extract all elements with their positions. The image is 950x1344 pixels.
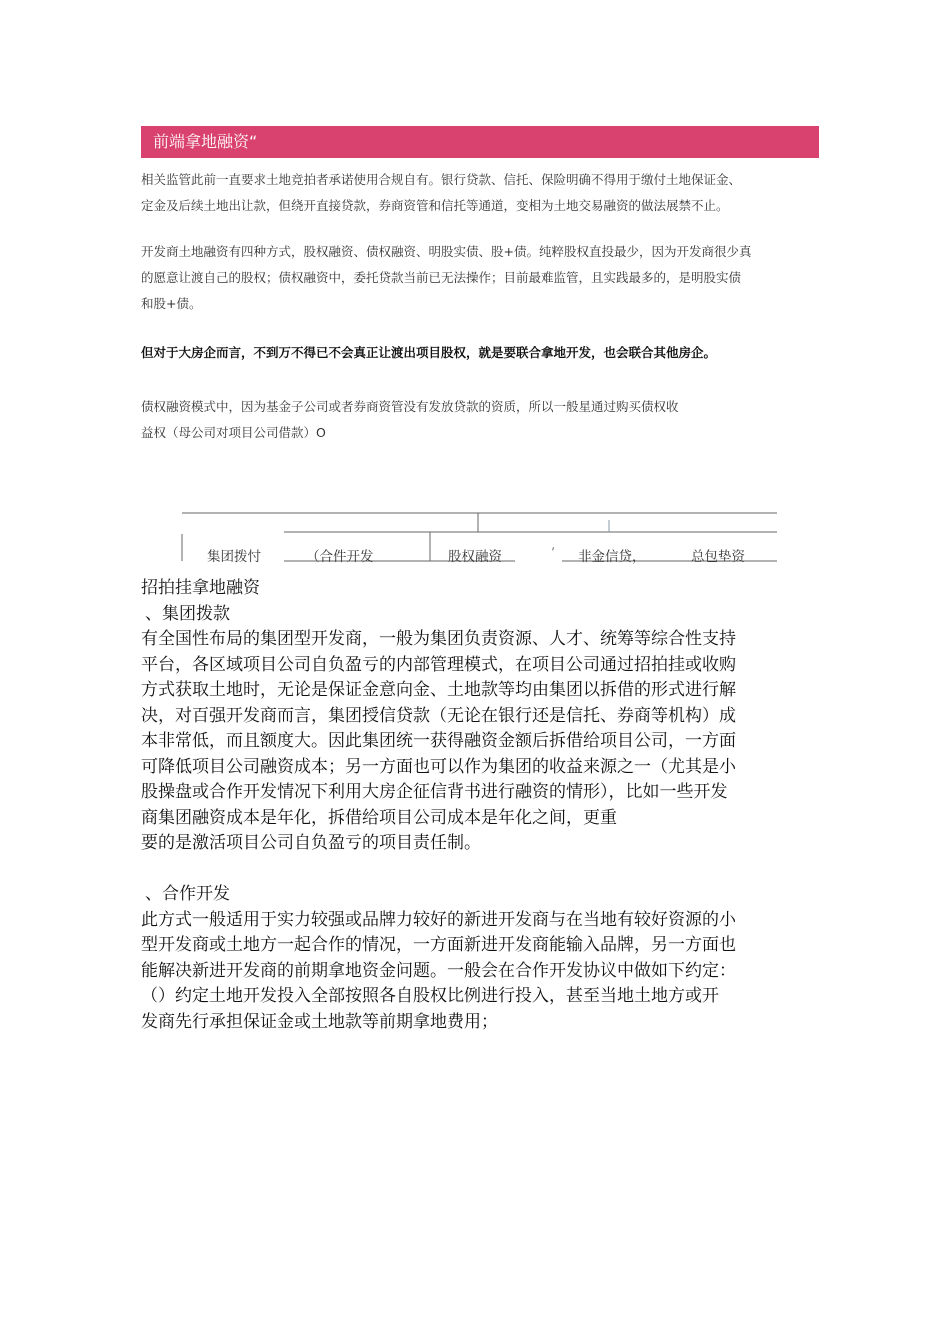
text-line: 发商先行承担保证金或土地款等前期拿地费用； xyxy=(141,1011,498,1032)
diagram-label-equity-financing: 股权融资 xyxy=(448,549,502,565)
section-2-title: 、合作开发 xyxy=(145,884,230,904)
diagram-label-nonfinancial-credit: 非金信贷， xyxy=(578,549,646,565)
text-line: 可降低项目公司融资成本；另一方面也可以作为集团的收益来源之一（尤其是小 xyxy=(141,756,736,777)
text-line: 商集团融资成本是年化，拆借给项目公司成本是年化之间，更重 xyxy=(141,807,617,828)
text-line: 此方式一般适用于实力较强或品牌力较好的新进开发商与在当地有较好资源的小 xyxy=(141,909,736,930)
diagram-label-mark: ‘ xyxy=(551,545,556,561)
text-line: 和股+债。 xyxy=(141,296,202,311)
text-line: 股操盘或合作开发情况下利用大房企征信背书进行融资的情形），比如一些开发 xyxy=(141,782,728,802)
diagram-label-group-funding: 集团拨忖 xyxy=(207,549,261,565)
text-line: 决，对百强开发商而言，集团授信贷款（无论在银行还是信托、券商等机构）成 xyxy=(141,705,736,726)
text-line: 定金及后续土地出让款，但绕开直接贷款，券商资管和信托等通道，变相为土地交易融资的做法展禁不止。 xyxy=(141,198,729,213)
text-line: 开发商土地融资有四种方式，股权融资、债权融资、明股实债、股+债。纯粹股权直投最少，因为开发商很少真 xyxy=(141,244,752,259)
intro-paragraph-1 xyxy=(141,167,819,219)
text-line: 的愿意让渡自己的股权；债权融资中，委托贷款当前已无法操作；目前最难监管，且实践最多的，是明股实债 xyxy=(141,270,742,285)
text-line: 方式获取土地时，无论是保证金意向金、土地款等均由集团以拆借的形式进行解 xyxy=(141,680,736,700)
intro-paragraph-2 xyxy=(141,239,819,317)
text-line: 益权（母公司对项目公司借款）O xyxy=(141,425,326,440)
text-line: （）约定土地开发投入全部按照各自股权比例进行投入，甚至当地土地方或开 xyxy=(141,986,719,1006)
section-heading: 招拍挂拿地融资 xyxy=(141,578,260,598)
text-line: 但对于大房企而言，不到万不得已不会真正让渡出项目股权，就是要联合拿地开发，也会联合其他房企。 xyxy=(141,345,717,360)
intro-paragraph-3 xyxy=(141,340,819,366)
text-line: 本非常低，而且额度大。因此集团统一获得融资金额后拆借给项目公司，一方面 xyxy=(141,731,736,751)
text-line: 型开发商或土地方一起合作的情况，一方面新进开发商能输入品牌，另一方面也 xyxy=(141,935,736,955)
banner-title: 前端拿地融资“ xyxy=(153,132,258,151)
intro-paragraph-4 xyxy=(141,394,819,446)
section-1-title: 、集团拨款 xyxy=(145,603,230,624)
text-line: 债权融资模式中，因为基金子公司或者券商资管没有发放贷款的资质，所以一般星通过购买债权收 xyxy=(141,399,679,414)
text-line: 有全国性布局的集团型开发商，一般为集团负责资源、人才、统筹等综合性支持 xyxy=(141,629,736,649)
main-body xyxy=(141,576,821,1035)
diagram-label-contractor-advance: 总包垫资 xyxy=(691,549,745,565)
text-line: 相关监管此前一直要求土地竞拍者承诺使用合规自有。银行贷款、信托、保险明确不得用于缴付土地保证金、 xyxy=(141,172,742,187)
section-banner xyxy=(141,126,819,158)
text-line: 能解决新进开发商的前期拿地资金问题。一般会在合作开发协议中做如下约定： xyxy=(141,960,736,981)
spacer xyxy=(141,857,821,883)
text-line: 平台，各区域项目公司自负盈亏的内部管理模式，在项目公司通过招拍挂或收购 xyxy=(141,654,736,675)
diagram-label-joint-development: （合件开发 xyxy=(306,549,374,565)
text-line: 要的是激活项目公司自负盈亏的项目责任制。 xyxy=(141,833,481,853)
